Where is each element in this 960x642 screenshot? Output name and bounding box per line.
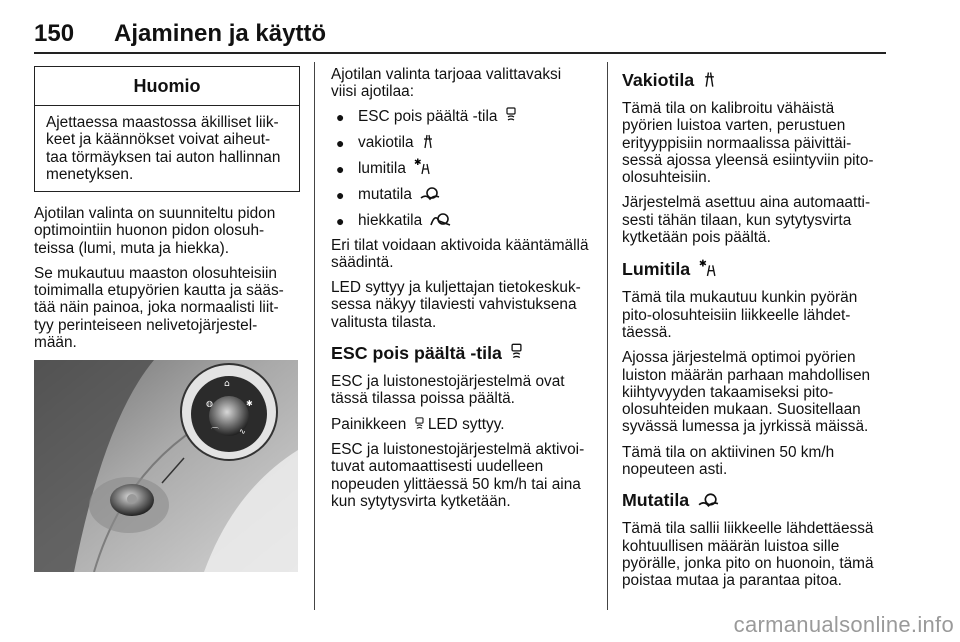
- svg-text:✱: ✱: [414, 157, 422, 168]
- svg-text:∿: ∿: [239, 427, 246, 436]
- paragraph-adaptation: Se mukautuu maaston olosuhteisiin toimimalla etupyörien kautta ja sääs- tää näin painoa, joka normaalisti liit- tyy perinteiseen nelivetojärjestel- mään.: [34, 264, 284, 352]
- column-2-text: [331, 66, 599, 518]
- paragraph-activation: Eri tilat voidaan aktivoida kääntämällä säädintä.: [331, 236, 589, 271]
- svg-text:✱: ✱: [246, 399, 253, 408]
- page-number: 150: [34, 20, 75, 47]
- heading-snow-mode: Lumitila ✱: [622, 258, 890, 280]
- list-item: ● vakiotila: [331, 131, 599, 157]
- paragraph-standard-2: Järjestelmä asettuu aina automaatti- sesti tähän tilaan, kun sytytysvirta kytketään pois päältä.: [622, 194, 871, 247]
- note-line: taa törmäyksen tai auton hallinnan: [46, 148, 281, 166]
- column-divider-1: [314, 62, 315, 610]
- column-1-text: [34, 205, 304, 359]
- column-divider-2: [607, 62, 608, 610]
- page-title: Ajaminen ja käyttö: [114, 20, 327, 47]
- snow-icon: [414, 157, 432, 175]
- heading-esc-off: ESC pois päältä -tila: [331, 343, 599, 364]
- road-icon: [703, 70, 716, 88]
- note-title: Huomio: [35, 67, 299, 106]
- watermark: carmanualsonline.info: [733, 612, 954, 637]
- svg-text:⌂: ⌂: [224, 379, 230, 389]
- esc-off-icon: [506, 107, 516, 123]
- mode-list: [331, 105, 599, 235]
- paragraph-snow-3: Tämä tila on aktiivinen 50 km/h nopeuteen asti.: [622, 443, 835, 479]
- paragraph-esc-1: ESC ja luistonestojärjestelmä ovat tässä tilassa poissa päältä.: [331, 373, 565, 408]
- paragraph-intro: Ajotilan valinta tarjoaa valittavaksi viisi ajotilaa:: [331, 66, 562, 101]
- mud-icon: [698, 491, 719, 508]
- paragraph-esc-3: ESC ja luistonestojärjestelmä aktivoi- tuvat automaattisesti uudelleen nopeuden ylittäessä 50 km/h tai aina kun sytytysvirta kytketään.: [331, 440, 585, 510]
- mud-icon: [420, 185, 440, 201]
- snow-icon: [699, 258, 718, 277]
- svg-text:⌒: ⌒: [211, 427, 219, 436]
- paragraph-led: LED syttyy ja kuljettajan tietokeskuk- sessa näkyy tilaviesti vahvistuksena valitusta tilasta.: [331, 279, 581, 331]
- paragraph-esc-2: Painikkeen LED syttyy.: [331, 415, 505, 433]
- note-line: Ajettaessa maastossa äkilliset liik-: [46, 114, 279, 131]
- note-line: keet ja käännökset voivat aiheut-: [46, 131, 271, 149]
- sand-icon: [430, 211, 452, 227]
- list-item: ● ESC pois päältä -tila: [331, 105, 599, 131]
- note-body: [35, 106, 299, 183]
- page-header: [34, 18, 886, 54]
- column-3-text: [622, 58, 890, 598]
- mode-selector-photo: [34, 360, 298, 572]
- paragraph-mud-1: Tämä tila sallii liikkeelle lähdettäessä kohtuullisen määrän luistoa sille pyörälle, jonka pito on huonoin, tämä poistaa mutaa ja parantaa pitoa.: [622, 520, 874, 590]
- paragraph-standard-1: Tämä tila on kalibroitu vähäistä pyörien luistoa varten, perustuen erityyppisiin normaalissa päivittäi- sessä ajossa yleensä esiintyviin pito- olosuhteisiin.: [622, 100, 874, 187]
- list-item: ● lumitila ✱: [331, 157, 599, 183]
- paragraph-snow-2: Ajossa järjestelmä optimoi pyörien luiston määrän parhaan mahdollisen kiihtyvyyden takaamiseksi pito- olosuhteiden mukaan. Suositellaan syvässä lumessa ja jyrkissä mäissä.: [622, 349, 871, 436]
- road-icon: [422, 133, 434, 149]
- esc-button-icon: [415, 417, 424, 431]
- note-line: menetyksen.: [46, 165, 134, 183]
- heading-mud-mode: Mutatila: [622, 490, 890, 511]
- list-item: ● hiekkatila: [331, 209, 599, 235]
- svg-text:✱: ✱: [699, 258, 708, 270]
- paragraph-snow-1: Tämä tila mukautuu kunkin pyörän pito-olosuhteisiin liikkeelle lähdet- täessä.: [622, 289, 858, 341]
- esc-off-icon: [511, 343, 522, 361]
- paragraph-purpose: Ajotilan valinta on suunniteltu pidon optimointiin huonon pidon olosuh- teissa (lumi, muta ja hiekka).: [34, 205, 276, 257]
- svg-text:◍: ◍: [206, 399, 213, 408]
- heading-standard-mode: Vakiotila: [622, 70, 890, 91]
- note-box: [34, 66, 300, 192]
- list-item: ● mutatila: [331, 183, 599, 209]
